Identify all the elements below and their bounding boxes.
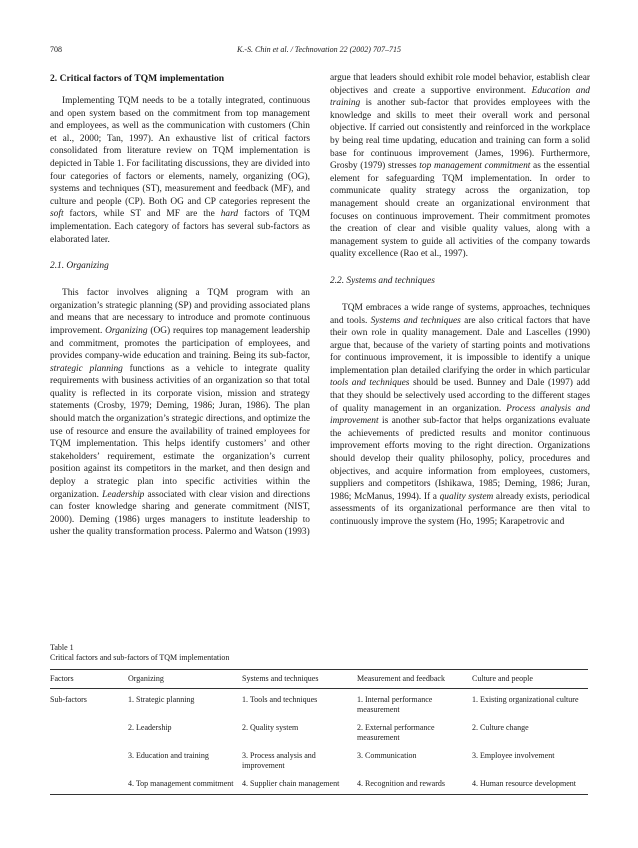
paragraph-organizing-continued [330,72,590,261]
text-run: This factor involves aligning a TQM program with an organization’s strategic planning (SP) and providing associated plans and means that are necessary to introduce and promote continuous improvement. [50,288,310,336]
table-cell: 2. Quality system [242,723,299,732]
table-cell [50,748,128,776]
header-cell: Factors [50,674,74,683]
italic-term: soft [50,209,64,220]
table-caption: Critical factors and sub-factors of TQM implementation [50,653,230,662]
table-cell: 1. Tools and techniques [242,695,318,704]
section-heading: 2. Critical factors of TQM implementation [50,73,225,84]
table-cell: 2. Leadership [128,723,172,732]
text-run: already exists, periodical assessments of its organizational performance are then vital to continuously improve the system (Ho, 1995; Karapetrovic and [330,491,590,527]
table-row [50,720,588,748]
table-cell: 3. Communication [357,751,417,760]
table-cell: 1. Existing organizational culture [472,695,579,704]
header-cell: Culture and people [472,674,533,683]
text-run: as the essential element for safeguarding TQM implementation. In order to communicate quality strategy across the organization, top management should create an organizational environment that focuses on continuous improvement. Their commitment promotes the creation of clear and visible quality values, along with a management system to guide all activities of the company towards quality excellence (Rao et al., 1997). [330,161,590,260]
header-cell: Systems and techniques [242,674,319,683]
table-cell: 3. Education and training [128,751,209,760]
italic-term: Process analysis and improvement [330,403,590,427]
text-run: should be used. Bunney and Dale (1997) add that they should be selectively used according to the different stages of quality management in an organization. [330,378,590,414]
text-run: are also critical factors that have their own role in quality management. Dale and Lascelles (1990) argue that, because of the variety of starting points and motivations for continuous improvement, it is impossible to identify a unique implementation plan detailed clarifying the order in which particular [330,315,590,376]
table-cell [50,776,128,795]
table-cell: 4. Top management commitment [128,779,234,788]
paragraph-organizing [50,287,310,539]
text-run: TQM embraces a wide range of systems, approaches, techniques and tools. [330,302,590,326]
italic-term: Organizing [105,325,148,336]
table-cell: 4. Supplier chain management [242,779,340,788]
factors-table [50,669,588,795]
table-label: Table 1 [50,643,74,652]
subsection-heading-systems: 2.2. Systems and techniques [330,275,435,286]
running-head [50,44,588,56]
table-header-row [50,670,588,689]
italic-term: Education and training [330,85,590,109]
italic-term: quality system [439,491,494,502]
table-cell: 4. Human resource development [472,779,576,788]
header-cell: Measurement and feedback [357,674,445,683]
subsection-heading-organizing: 2.1. Organizing [50,261,109,272]
italic-term: strategic planning [50,363,123,374]
text-run: Implementing TQM needs to be a totally integrated, continuous and open system based on the commitment from top management and employees, as well as the communication with customers (Chin et al., 2000; Tan, 1997). An exhaustive list of critical factors consolidated from literature review on TQM implementation is depicted in Table 1. For facilitating discussions, they are divided into four categories of factors or elements, namely, organizing (OG), systems and techniques (ST), measurement and feedback (MF), and culture and people (CP). Both OG and CP categories represent the [50,96,310,207]
text-run: factors of TQM implementation. Each category of factors has several sub-factors as elaborated later. [50,209,310,245]
table-cell: 1. Strategic planning [128,695,195,704]
table-cell: 3. Process analysis and improvement [242,751,316,770]
table-cell: 1. Internal performance measurement [357,695,433,714]
italic-term: Systems and techniques [370,315,461,326]
table-1 [50,643,588,795]
table-cell [50,720,128,748]
page-number: 708 [50,45,62,54]
paragraph-intro [50,95,310,246]
journal-citation: K.-S. Chin et al. / Technovation 22 (2002) 707–715 [237,45,401,54]
table-cell: 2. Culture change [472,723,529,732]
table-row [50,689,588,721]
table-row [50,776,588,795]
table-row [50,748,588,776]
italic-term: top management commitment [419,161,531,172]
text-run: is another sub-factor that helps organizations evaluate the achievements of predicted results and monitor continuous improvement efforts moving to the right direction. Organizations should develop their quality philosophy, policy, procedures and objectives, and acquire information from employees, customers, suppliers and competitors (Ishikawa, 1985; Deming, 1986; Juran, 1986; McManus, 1994). If a [330,416,590,502]
left-column [50,72,310,539]
text-run: functions as a vehicle to integrate quality requirements with business activities of an organization so that total quality is reflected in its corporate vision, mission and strategy statements (Crosby, 1979; Deming, 1986; Juran, 1986). The plan should match the organization’s strategic directions, and optimize the use of resource and ensure the availability of trained employees for TQM implementation. This helps identify customers’ and other stakeholders’ requirement, estimate the organization’s current position against its competitors in the market, and then design and deploy a strategic plan into specific activities within the organization. [50,363,310,500]
right-column [330,72,590,529]
table-cell: 4. Recognition and rewards [357,779,445,788]
paragraph-systems [330,302,590,529]
text-run: argue that leaders should exhibit role model behavior, establish clear objectives and create a supportive environment. [330,73,590,96]
italic-term: tools and techniques [330,378,410,389]
text-run: is another sub-factor that provides employees with the knowledge and skills to meet their overall work and personal objective. If carried out consistently and reinforced in the workplace by being real time updating, education and training can form a solid base for continuous improvement (James, 1996). Furthermore, Grosby (1979) stresses [330,98,590,172]
italic-term: Leadership [102,489,145,500]
text-run: associated with clear vision and directions can foster knowledge sharing and generate commitment (NIST, 2000). Deming (1986) urges managers to institute leadership to usher the quality transformation process. Palermo and Watson (1993) [50,489,311,538]
text-run: (OG) requires top management leadership and commitment, promotes the participation of employees, and provides company-wide education and training. Being its sub-factor, [50,325,310,362]
table-cell: Sub-factors [50,695,87,704]
header-cell: Organizing [128,674,164,683]
italic-term: hard [220,209,239,220]
table-cell: 3. Employee involvement [472,751,555,760]
text-run: factors, while ST and MF are the [63,209,221,220]
table-cell: 2. External performance measurement [357,723,435,742]
